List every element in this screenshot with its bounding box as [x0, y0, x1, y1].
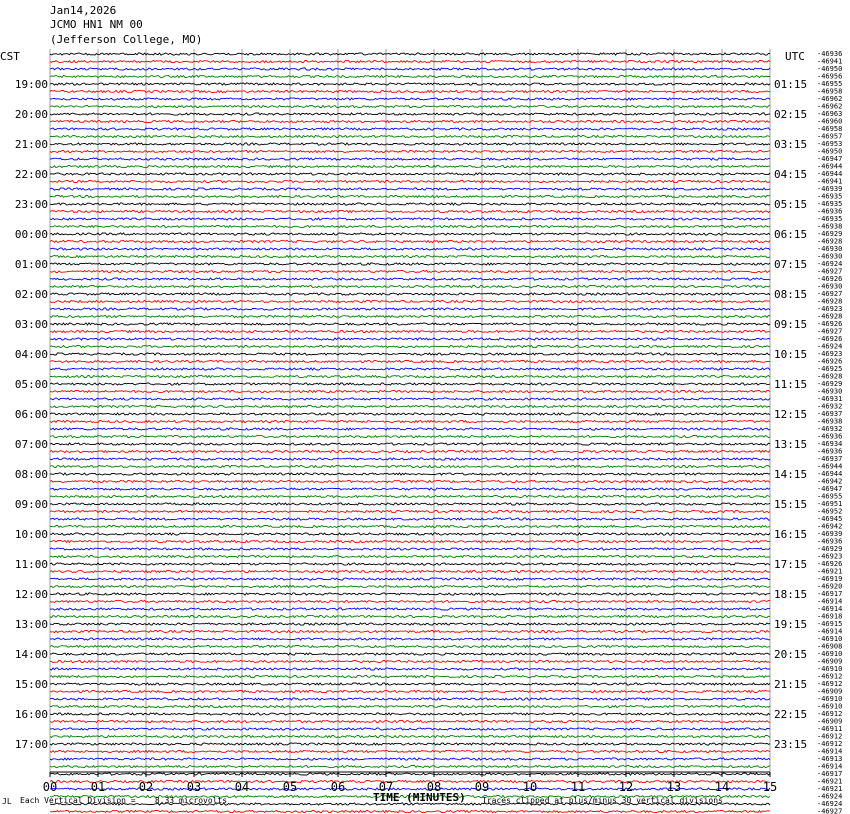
trace-offset-label: -46923: [817, 552, 843, 561]
trace-offset-label: -46909: [817, 687, 843, 696]
trace-offset-label: -46930: [817, 245, 843, 253]
seismic-trace: [50, 570, 770, 572]
trace-offset-label: -46913: [817, 755, 843, 763]
hour-label-left: 19:00: [14, 78, 48, 91]
x-tick-label: 09: [474, 780, 490, 794]
trace-offset-label: -46928: [817, 372, 843, 381]
seismic-trace: [50, 240, 770, 242]
hour-label-left: 22:00: [14, 168, 48, 181]
hour-label-left: 21:00: [14, 138, 48, 151]
trace-offset-label: -46936: [817, 537, 843, 546]
x-tick-label: 12: [618, 780, 634, 794]
seismic-trace: [50, 720, 770, 722]
seismic-trace: [50, 120, 770, 122]
trace-offset-label: -46910: [817, 695, 843, 703]
seismic-trace: [50, 525, 770, 527]
trace-offset-label: -46930: [817, 252, 843, 261]
hour-label-right: 09:15: [774, 318, 808, 331]
trace-offset-label: -46910: [817, 665, 843, 673]
trace-offset-label: -46944: [817, 470, 843, 478]
seismic-trace: [50, 83, 770, 85]
trace-offset-label: -46914: [817, 747, 843, 756]
hour-label-left: 16:00: [14, 708, 48, 721]
seismic-trace: [50, 488, 770, 490]
seismic-trace: [50, 630, 770, 632]
seismic-trace: [50, 548, 770, 550]
seismic-trace: [50, 585, 770, 587]
hour-label-left: 09:00: [14, 498, 48, 511]
trace-offset-label: -46926: [817, 560, 843, 568]
trace-offset-label: -46926: [817, 335, 843, 343]
seismic-trace: [50, 690, 770, 692]
seismic-trace: [50, 353, 770, 355]
seismic-trace: [50, 375, 770, 377]
hour-label-left: 20:00: [14, 108, 48, 121]
seismic-trace: [50, 495, 770, 497]
seismic-trace: [50, 788, 770, 790]
trace-offset-label: -46909: [817, 717, 843, 726]
hour-label-right: 01:15: [774, 78, 808, 91]
hour-label-left: 23:00: [14, 198, 48, 211]
hour-label-left: 05:00: [14, 378, 48, 391]
trace-offset-label: -46914: [817, 627, 843, 636]
seismic-trace: [50, 480, 770, 482]
x-tick-label: 03: [186, 780, 202, 794]
seismic-trace: [50, 563, 770, 565]
trace-offset-label: -46944: [817, 170, 843, 178]
trace-offset-label: -46914: [817, 762, 843, 771]
hour-label-left: 03:00: [14, 318, 48, 331]
date-label: Jan14,2026: [50, 4, 117, 17]
seismic-trace: [50, 540, 770, 542]
seismic-trace: [50, 503, 770, 505]
seismic-trace: [50, 60, 770, 62]
seismic-trace: [50, 158, 770, 160]
x-tick-label: 05: [282, 780, 298, 794]
trace-offset-label: -46938: [817, 222, 843, 231]
seismic-trace: [50, 360, 770, 362]
trace-offset-label: -46962: [817, 95, 843, 103]
trace-offset-label: -46942: [817, 477, 843, 486]
seismic-trace: [50, 68, 770, 70]
seismic-trace: [50, 668, 770, 670]
trace-offset-label: -46958: [817, 125, 843, 133]
trace-offset-label: -46932: [817, 402, 843, 411]
x-tick-label: 11: [570, 780, 586, 794]
hour-label-right: 22:15: [774, 708, 808, 721]
seismic-trace: [50, 248, 770, 250]
seismic-trace: [50, 143, 770, 145]
trace-offset-label: -46929: [817, 380, 843, 388]
seismic-trace: [50, 413, 770, 415]
trace-offset-label: -46912: [817, 732, 843, 741]
seismic-trace: [50, 390, 770, 392]
location-label: (Jefferson College, MO): [50, 33, 203, 46]
x-tick-label: 06: [330, 780, 346, 794]
seismic-trace: [50, 323, 770, 325]
utc-zone-label: UTC: [785, 50, 805, 63]
seismic-trace: [50, 278, 770, 280]
trace-offset-label: -46950: [817, 65, 843, 73]
seismic-trace: [50, 293, 770, 295]
seismic-trace: [50, 728, 770, 730]
seismic-trace: [50, 263, 770, 265]
trace-offset-label: -46938: [817, 417, 843, 426]
seismic-trace: [50, 465, 770, 467]
trace-offset-label: -46924: [817, 342, 843, 351]
hour-label-right: 15:15: [774, 498, 808, 511]
trace-offset-label: -46927: [817, 327, 843, 336]
trace-offset-label: -46952: [817, 507, 843, 516]
x-tick-label: 08: [426, 780, 442, 794]
trace-offset-label: -46928: [817, 297, 843, 306]
trace-offset-label: -46935: [817, 215, 843, 223]
trace-offset-label: -46914: [817, 605, 843, 613]
seismic-trace: [50, 345, 770, 347]
seismic-trace: [50, 90, 770, 92]
seismic-trace: [50, 533, 770, 535]
seismic-trace: [50, 660, 770, 662]
hour-label-left: 10:00: [14, 528, 48, 541]
trace-offset-label: -46914: [817, 597, 843, 606]
trace-offset-label: -46955: [817, 492, 843, 501]
seismic-trace: [50, 330, 770, 332]
trace-offset-label: -46936: [817, 50, 843, 58]
seismic-trace: [50, 750, 770, 752]
trace-offset-label: -46927: [817, 267, 843, 276]
hour-label-left: 00:00: [14, 228, 48, 241]
seismic-trace: [50, 383, 770, 385]
seismic-trace: [50, 713, 770, 715]
trace-offset-label: -46962: [817, 102, 843, 111]
seismic-trace: [50, 615, 770, 617]
hour-label-left: 08:00: [14, 468, 48, 481]
seismic-trace: [50, 510, 770, 512]
seismic-trace: [50, 315, 770, 317]
trace-offset-label: -46910: [817, 650, 843, 658]
trace-offset-label: -46923: [817, 350, 843, 358]
trace-offset-label: -46937: [817, 410, 843, 418]
seismic-trace: [50, 705, 770, 707]
trace-offset-label: -46910: [817, 702, 843, 711]
seismic-trace: [50, 150, 770, 152]
trace-offset-label: -46928: [817, 237, 843, 246]
hour-label-right: 06:15: [774, 228, 808, 241]
trace-offset-label: -46957: [817, 132, 843, 141]
trace-offset-label: -46911: [817, 725, 843, 733]
trace-offset-label: -46941: [817, 177, 843, 186]
trace-offset-label: -46963: [817, 110, 843, 118]
trace-offset-label: -46926: [817, 357, 843, 366]
hour-label-left: 04:00: [14, 348, 48, 361]
hour-label-left: 13:00: [14, 618, 48, 631]
trace-offset-label: -46944: [817, 462, 843, 471]
x-tick-label: 04: [234, 780, 250, 794]
trace-offset-label: -46925: [817, 365, 843, 373]
trace-offset-label: -46912: [817, 672, 843, 681]
seismic-trace: [50, 810, 770, 812]
trace-offset-label: -46941: [817, 57, 843, 66]
trace-offset-label: -46936: [817, 447, 843, 456]
hour-label-right: 11:15: [774, 378, 808, 391]
trace-offset-label: -46931: [817, 395, 843, 403]
trace-offset-label: -46917: [817, 770, 843, 778]
x-axis-title: TIME (MINUTES): [373, 791, 466, 804]
trace-offset-label: -46926: [817, 275, 843, 283]
x-tick-label: 01: [90, 780, 106, 794]
trace-offset-label: -46921: [817, 567, 843, 576]
seismic-trace: [50, 398, 770, 400]
seismic-trace: [50, 518, 770, 520]
trace-offset-label: -46942: [817, 522, 843, 531]
seismic-trace: [50, 473, 770, 475]
seismic-trace: [50, 165, 770, 167]
hour-label-left: 17:00: [14, 738, 48, 751]
trace-offset-label: -46921: [817, 785, 843, 793]
trace-offset-label: -46937: [817, 455, 843, 463]
trace-offset-label: -46958: [817, 87, 843, 96]
trace-offset-label: -46920: [817, 582, 843, 591]
seismic-trace: [50, 368, 770, 370]
cst-zone-label: CST: [0, 50, 20, 63]
hour-label-right: 12:15: [774, 408, 808, 421]
trace-offset-label: -46947: [817, 155, 843, 163]
x-tick-label: 02: [138, 780, 154, 794]
seismic-trace: [50, 593, 770, 595]
trace-offset-label: -46947: [817, 485, 843, 493]
trace-offset-label: -46928: [817, 312, 843, 321]
seismic-trace: [50, 443, 770, 445]
x-tick-label: 07: [378, 780, 394, 794]
hour-label-right: 07:15: [774, 258, 808, 271]
seismic-trace: [50, 233, 770, 235]
seismic-trace: [50, 683, 770, 685]
seismic-trace: [50, 638, 770, 640]
trace-offset-label: -46924: [817, 800, 843, 808]
trace-offset-label: -46927: [817, 290, 843, 298]
trace-offset-label: -46956: [817, 72, 843, 81]
hour-label-left: 02:00: [14, 288, 48, 301]
seismic-trace: [50, 173, 770, 175]
trace-offset-label: -46930: [817, 282, 843, 291]
seismic-trace: [50, 428, 770, 430]
seismic-trace: [50, 458, 770, 460]
trace-offset-label: -46924: [817, 260, 843, 268]
seismic-trace: [50, 53, 770, 55]
seismic-trace: [50, 75, 770, 77]
seismic-trace: [50, 773, 770, 775]
hour-label-right: 23:15: [774, 738, 808, 751]
x-tick-label: 15: [762, 780, 778, 794]
seismic-trace: [50, 203, 770, 205]
seismic-trace: [50, 210, 770, 212]
hour-label-right: 20:15: [774, 648, 808, 661]
trace-offset-label: -46909: [817, 657, 843, 666]
trace-offset-label: -46929: [817, 545, 843, 553]
seismic-trace: [50, 675, 770, 677]
seismic-trace: [50, 105, 770, 107]
trace-offset-label: -46936: [817, 432, 843, 441]
trace-offset-label: -46917: [817, 590, 843, 598]
hour-label-right: 17:15: [774, 558, 808, 571]
hour-label-right: 02:15: [774, 108, 808, 121]
seismic-trace: [50, 780, 770, 782]
hour-label-left: 12:00: [14, 588, 48, 601]
hour-label-right: 21:15: [774, 678, 808, 691]
hour-label-left: 07:00: [14, 438, 48, 451]
seismic-trace: [50, 135, 770, 137]
trace-offset-label: -46930: [817, 387, 843, 396]
x-tick-label: 10: [522, 780, 538, 794]
hour-label-right: 16:15: [774, 528, 808, 541]
trace-offset-label: -46912: [817, 710, 843, 718]
corner-mark: JL: [2, 797, 12, 806]
trace-offset-label: -46919: [817, 575, 843, 583]
trace-offset-label: -46932: [817, 425, 843, 433]
trace-offset-label: -46934: [817, 440, 843, 448]
hour-label-right: 14:15: [774, 468, 808, 481]
hour-label-right: 13:15: [774, 438, 808, 451]
hour-label-left: 14:00: [14, 648, 48, 661]
seismic-trace: [50, 113, 770, 115]
seismic-trace: [50, 645, 770, 647]
trace-offset-label: -46935: [817, 200, 843, 208]
seismic-trace: [50, 698, 770, 700]
seismic-trace: [50, 420, 770, 422]
seismic-trace: [50, 623, 770, 625]
seismic-trace: [50, 338, 770, 340]
seismic-trace: [50, 225, 770, 227]
seismic-trace: [50, 600, 770, 602]
trace-offset-label: -46926: [817, 320, 843, 328]
seismic-trace: [50, 218, 770, 220]
seismic-trace: [50, 285, 770, 287]
trace-offset-label: -46955: [817, 80, 843, 88]
seismic-trace: [50, 128, 770, 130]
station-label: JCMO HN1 NM 00: [50, 18, 143, 31]
trace-offset-label: -46912: [817, 680, 843, 688]
x-tick-label: 00: [42, 780, 58, 794]
trace-offset-label: -46939: [817, 185, 843, 193]
trace-offset-label: -46935: [817, 192, 843, 201]
trace-offset-label: -46953: [817, 140, 843, 148]
hour-label-right: 08:15: [774, 288, 808, 301]
trace-offset-label: -46915: [817, 620, 843, 628]
trace-offset-label: -46912: [817, 740, 843, 748]
hour-label-right: 19:15: [774, 618, 808, 631]
trace-offset-label: -46929: [817, 230, 843, 238]
seismic-trace: [50, 608, 770, 610]
trace-offset-label: -46950: [817, 147, 843, 156]
trace-offset-label: -46944: [817, 162, 843, 171]
clip-note: Traces clipped at plus/minus 30 vertical divisions: [482, 796, 723, 805]
seismic-trace: [50, 555, 770, 557]
seismic-trace: [50, 270, 770, 272]
hour-label-right: 18:15: [774, 588, 808, 601]
hour-label-right: 05:15: [774, 198, 808, 211]
seismic-trace: [50, 765, 770, 767]
trace-offset-label: -46923: [817, 305, 843, 313]
hour-label-left: 01:00: [14, 258, 48, 271]
seismic-trace: [50, 255, 770, 257]
seismic-trace: [50, 180, 770, 182]
seismic-trace: [50, 435, 770, 437]
hour-label-left: 11:00: [14, 558, 48, 571]
seismic-trace: [50, 300, 770, 302]
hour-label-right: 04:15: [774, 168, 808, 181]
seismic-trace: [50, 578, 770, 580]
seismic-trace: [50, 188, 770, 190]
seismic-trace: [50, 450, 770, 452]
hour-label-left: 15:00: [14, 678, 48, 691]
trace-offset-label: -46910: [817, 635, 843, 643]
hour-label-left: 06:00: [14, 408, 48, 421]
trace-offset-label: -46960: [817, 117, 843, 126]
trace-offset-label: -46908: [817, 642, 843, 651]
seismic-trace: [50, 405, 770, 407]
scale-note: Each Vertical Division = 8.33 microvolts: [20, 796, 228, 805]
seismic-trace: [50, 653, 770, 655]
trace-offset-label: -46936: [817, 207, 843, 216]
seismic-trace: [50, 758, 770, 760]
trace-offset-label: -46927: [817, 807, 843, 814]
trace-offset-label: -46951: [817, 500, 843, 508]
seismic-trace: [50, 98, 770, 100]
hour-label-right: 10:15: [774, 348, 808, 361]
trace-offset-label: -46939: [817, 530, 843, 538]
seismic-trace: [50, 195, 770, 197]
trace-offset-label: -46918: [817, 612, 843, 621]
seismic-trace: [50, 743, 770, 745]
seismic-trace: [50, 735, 770, 737]
x-tick-label: 14: [714, 780, 730, 794]
trace-offset-label: -46924: [817, 792, 843, 801]
trace-offset-label: -46945: [817, 515, 843, 523]
trace-offset-label: -46921: [817, 777, 843, 786]
x-tick-label: 13: [666, 780, 682, 794]
hour-label-right: 03:15: [774, 138, 808, 151]
seismic-trace: [50, 308, 770, 310]
